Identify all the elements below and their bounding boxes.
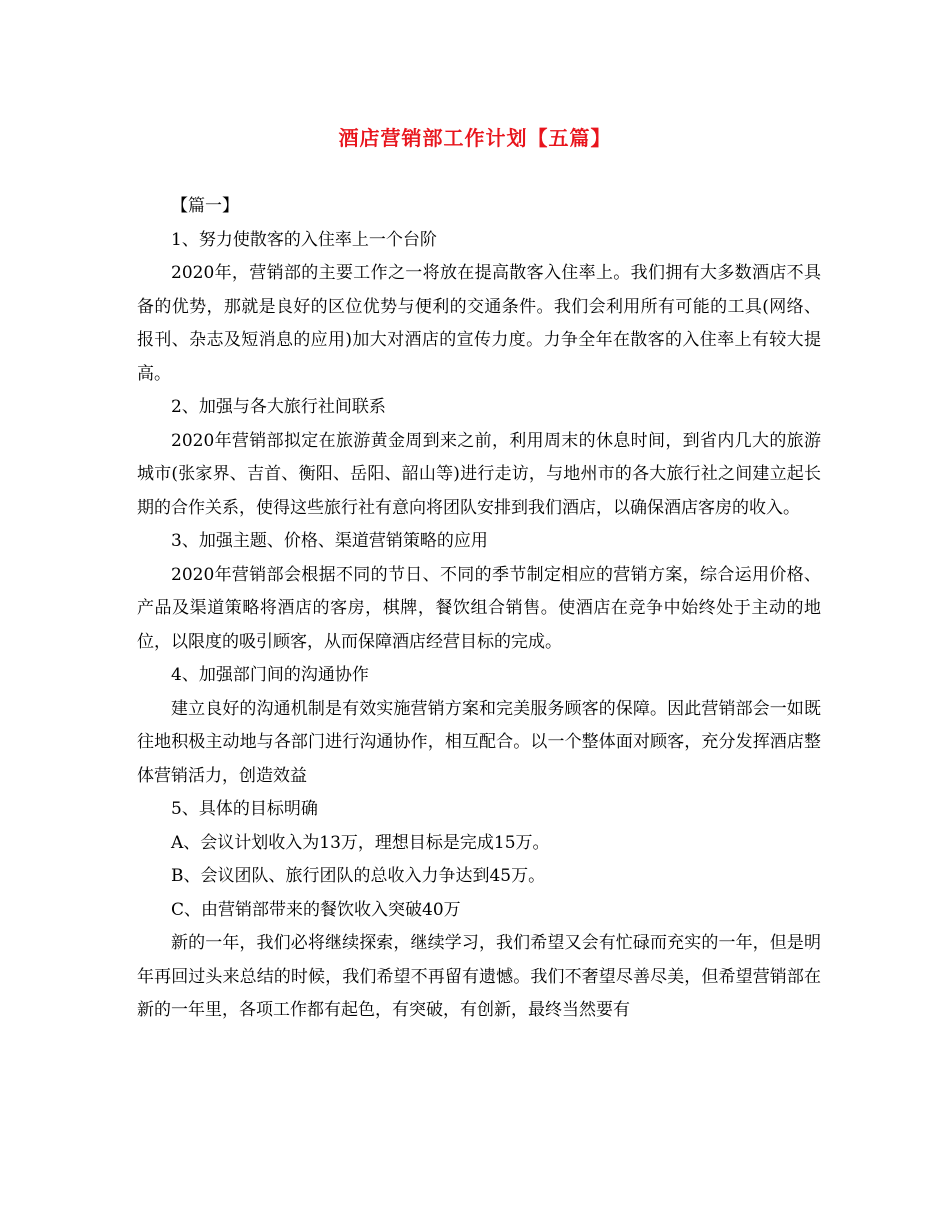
body-paragraph: 建立良好的沟通机制是有效实施营销方案和完美服务顾客的保障。因此营销部会一如既往地积极主动地与各部门进行沟通协作，相互配合。以一个整体面对顾客，充分发挥酒店整体营销活力，创造效益 [137, 698, 821, 786]
document-title: 酒店营销部工作计划【五篇】 [338, 126, 612, 150]
target-item: B、会议团队、旅行团队的总收入力争达到45万。 [171, 866, 546, 886]
item-heading: 3、加强主题、价格、渠道营销策略的应用 [171, 531, 488, 551]
body-paragraph: 2020年营销部会根据不同的节日、不同的季节制定相应的营销方案，综合运用价格、产品及渠道策略将酒店的客房，棋牌，餐饮组合销售。使酒店在竞争中始终处于主动的地位，以限度的吸引顾客，从而保障酒店经营目标的完成。 [137, 564, 821, 652]
item-heading: 2、加强与各大旅行社间联系 [171, 397, 386, 417]
body-paragraph: 2020年，营销部的主要工作之一将放在提高散客入住率上。我们拥有大多数酒店不具备的优势，那就是良好的区位优势与便利的交通条件。我们会利用所有可能的工具(网络、报刊、杂志及短消息的应用)加大对酒店的宣传力度。力争全年在散客的入住率上有较大提高。 [137, 263, 821, 384]
body-paragraph: 新的一年，我们必将继续探索，继续学习，我们希望又会有忙碌而充实的一年，但是明年再回过头来总结的时候，我们希望不再留有遗憾。我们不奢望尽善尽美，但希望营销部在新的一年里，各项工作都有起色，有突破，有创新，最终当然要有 [137, 933, 821, 1020]
item-heading: 5、具体的目标明确 [171, 799, 318, 819]
body-paragraph: 2020年营销部拟定在旅游黄金周到来之前，利用周末的休息时间，到省内几大的旅游城市(张家界、吉首、衡阳、岳阳、韶山等)进行走访，与地州市的各大旅行社之间建立起长期的合作关系，使得这些旅行社有意向将团队安排到我们酒店，以确保酒店客房的收入。 [137, 430, 821, 518]
target-item: C、由营销部带来的餐饮收入突破40万 [171, 899, 461, 920]
section-heading: 【篇一】 [171, 196, 239, 216]
target-item: A、会议计划收入为13万，理想目标是完成15万。 [171, 832, 550, 853]
item-heading: 1、努力使散客的入住率上一个台阶 [171, 229, 437, 250]
item-heading: 4、加强部门间的沟通协作 [171, 665, 369, 685]
document-body [137, 190, 821, 1028]
